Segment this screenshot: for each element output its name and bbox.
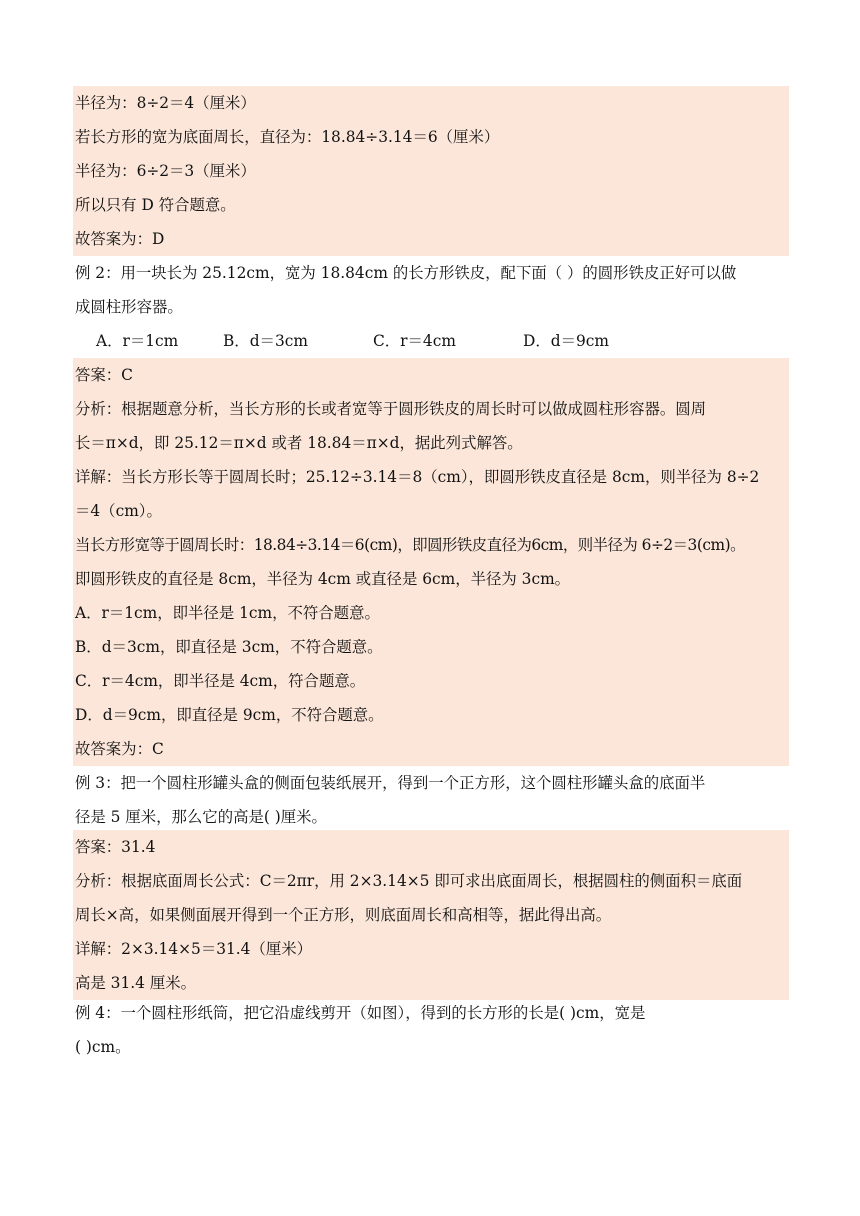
answer-block-example3: [73, 830, 789, 1000]
answer-block-example1: [73, 86, 789, 256]
text-line: D．d＝9cm，即直径是 9cm，不符合题意。: [75, 706, 384, 724]
text-line: 分析：根据题意分析，当长方形的长或者宽等于圆形铁皮的周长时可以做成圆柱形容器。圆周: [75, 400, 707, 418]
question-line: 例 4：一个圆柱形纸筒，把它沿虚线剪开（如图），得到的长方形的长是( )cm，宽是: [75, 1004, 646, 1022]
option-d: D．d＝9cm: [523, 332, 609, 350]
question-line: ( )cm。: [75, 1038, 131, 1056]
text-line: 长＝π×d，即 25.12＝π×d 或者 18.84＝π×d，据此列式解答。: [75, 434, 523, 452]
text-line: 当长方形宽等于圆周长时：18.84÷3.14＝6(cm)，即圆形铁皮直径为6cm，则半径为 6÷2＝3(cm)。: [75, 536, 745, 554]
text-line: 详解：2×3.14×5＝31.4（厘米）: [75, 940, 313, 958]
text-line: 分析：根据底面周长公式：C＝2πr，用 2×3.14×5 即可求出底面周长，根据圆柱的侧面积＝底面: [75, 872, 743, 890]
option-c: C．r＝4cm: [373, 332, 456, 350]
text-line: 所以只有 D 符合题意。: [75, 196, 236, 214]
text-line: 若长方形的宽为底面周长，直径为：18.84÷3.14＝6（厘米）: [75, 128, 500, 146]
question-example4: [73, 996, 789, 1064]
text-line: 答案：31.4: [75, 838, 156, 856]
text-line: ＝4（cm）。: [75, 502, 162, 520]
text-line: 高是 31.4 厘米。: [75, 974, 197, 992]
text-line: 即圆形铁皮的直径是 8cm，半径为 4cm 或直径是 6cm，半径为 3cm。: [75, 570, 571, 588]
question-line: 例 2：用一块长为 25.12cm，宽为 18.84cm 的长方形铁皮，配下面（ ）的圆形铁皮正好可以做: [75, 264, 737, 282]
text-line: C．r＝4cm，即半径是 4cm，符合题意。: [75, 672, 366, 690]
question-line: 例 3：把一个圆柱形罐头盒的侧面包装纸展开，得到一个正方形，这个圆柱形罐头盒的底面半: [75, 774, 706, 792]
question-line: 径是 5 厘米，那么它的高是( )厘米。: [75, 808, 327, 826]
text-line: A．r＝1cm，即半径是 1cm，不符合题意。: [75, 604, 380, 622]
text-line: 半径为：8÷2＝4（厘米）: [75, 94, 256, 112]
option-a: A．r＝1cm: [96, 332, 179, 350]
text-line: B．d＝3cm，即直径是 3cm，不符合题意。: [75, 638, 383, 656]
text-line: 半径为：6÷2＝3（厘米）: [75, 162, 256, 180]
text-line: 周长×高，如果侧面展开得到一个正方形，则底面周长和高相等，据此得出高。: [75, 906, 612, 924]
option-b: B．d＝3cm: [223, 332, 308, 350]
answer-block-example2: [73, 358, 789, 766]
text-line: 故答案为：C: [75, 740, 164, 758]
question-example2: [73, 256, 789, 358]
text-line: 故答案为：D: [75, 230, 165, 248]
options-row: [73, 324, 789, 358]
question-line: 成圆柱形容器。: [75, 298, 183, 316]
question-example3: [73, 766, 789, 834]
text-line: 详解：当长方形长等于圆周长时；25.12÷3.14＝8（cm），即圆形铁皮直径是 8cm，则半径为 8÷2: [75, 468, 760, 486]
text-line: 答案：C: [75, 366, 133, 384]
